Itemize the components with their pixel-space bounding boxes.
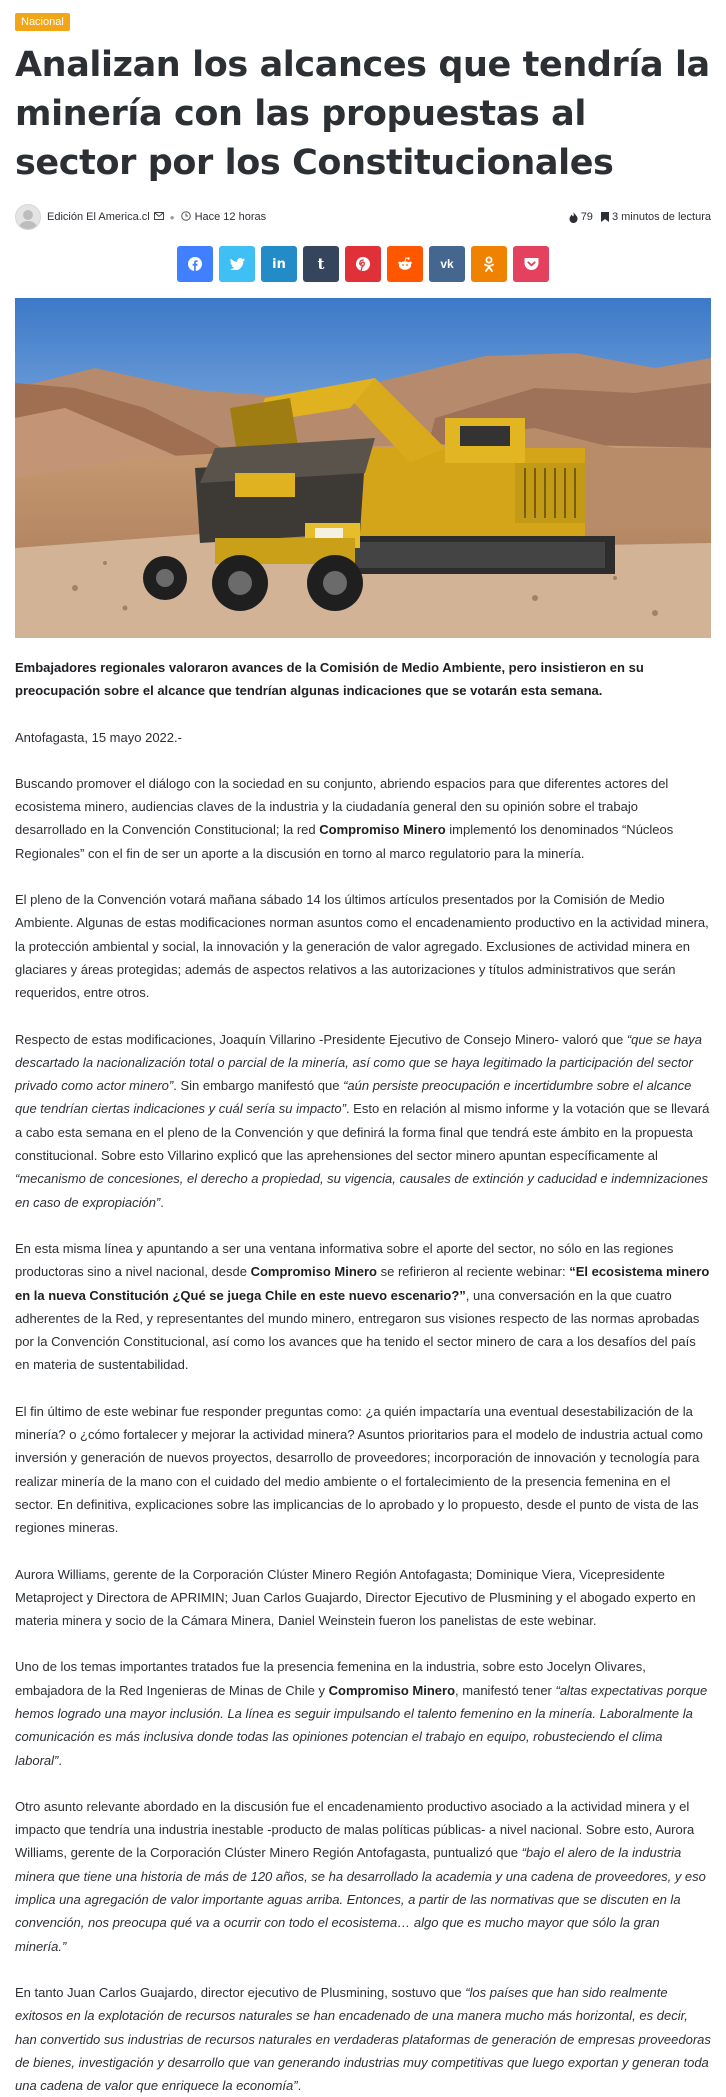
compromiso-minero-link[interactable]: Compromiso Minero — [328, 1682, 456, 1698]
article-body — [15, 656, 711, 2097]
meta-separator: ● — [169, 212, 175, 222]
vk-icon: vk — [440, 257, 454, 271]
quote: “altas expectativas porque hemos logrado una mayor inclusión. La línea es seguir impulsando el talento femenino en la minería. Laboralmente la comunicación es más inclusiva donde todas las opiniones potencian el trabajo en equipo, robusteciendo el clima laboral” — [15, 1682, 708, 1768]
quote: “que se haya descartado la nacionalización total o parcial de la minería, así como que se haya legitimado la participación del sector privado como actor minero” — [15, 1031, 702, 1094]
views-stat — [569, 211, 593, 223]
quote: “mecanismo de concesiones, el derecho a propiedad, su vigencia, causales de extinción y caducidad e indemnizaciones en caso de expropiación” — [15, 1171, 709, 1210]
hero-image-mining-excavator[interactable] — [15, 298, 711, 638]
category-badge[interactable]: Nacional — [15, 13, 70, 31]
linkedin-share-button[interactable] — [261, 246, 297, 282]
quote: “bajo el alero de la industria minera que tiene una historia de más de 120 años, se ha desarrollado la academia y una cadena de proveedores, y eso implica una agregación de valor importante aguas arriba. Entonces, a partir de las normativas que se discuten en la convención, nos preocupa qué va a ocurrir con todo el ecosistema… algo que es mucho mayor que sólo la gran minería.” — [15, 1845, 706, 1954]
author-name[interactable]: Edición El America.cl — [47, 211, 150, 223]
tumblr-share-button[interactable] — [303, 246, 339, 282]
post-time: Hace 12 horas — [194, 211, 267, 223]
linkedin-icon: in — [272, 256, 286, 272]
article-paragraph: Otro asunto relevante abordado en la discusión fue el encadenamiento productivo asociado a la actividad minera y el impacto que tendría una industria inestable -producto de malas políticas públicas- a nivel nacional. Sobre esto, Aurora Williams, gerente de la Corporación Clúster Minero Región Antofagasta, puntualizó que “bajo el alero de la industria minera que tiene una historia de más de 120 años, se ha desarrollado la academia y una cadena de proveedores, y eso implica una agregación de valor importante aguas arriba. Entonces, a partir de las normativas que se discuten en la convención, nos preocupa qué va a ocurrir con todo el ecosistema… algo que es mucho mayor que sólo la gran minería.” — [15, 1798, 706, 1954]
article-paragraph: Respecto de estas modificaciones, Joaquín Villarino -Presidente Ejecutivo de Consejo Minero- valoró que “que se haya descartado la nacionalización total o parcial de la minería, así como que se haya legitimado la participación del sector privado como actor minero”. Sin embargo manifestó que “aún persiste preocupación e incertidumbre sobre el alcance que tendrían ciertas indicaciones y cuál sería su impacto”. Esto en relación al mismo informe y la votación que se llevará a cabo esta semana en el pleno de la Convención y que definirá la forma final que tendrá este ámbito en la propuesta constitucional. Sobre esto Villarino explicó que las aprehensiones del sector minero apuntan específicamente al “mecanismo de concesiones, el derecho a propiedad, su vigencia, causales de extinción y caducidad e indemnizaciones en caso de expropiación”. — [15, 1031, 710, 1210]
tumblr-icon: t — [317, 255, 325, 273]
article-dateline: Antofagasta, 15 mayo 2022.- — [15, 729, 182, 745]
twitter-icon — [230, 258, 245, 270]
quote: “los países que han sido realmente exitosos en la explotación de recursos naturales se han encadenado de una manera mucho más horizontal, es decir, han convertido sus industrias de recursos naturales en verdaderas plataformas de generación de empresas proveedoras de bienes, investigación y desarrollo que van generando industrias muy competitivas que luego exportan y generan toda una cadena de valor que enriquece la economía” — [15, 1984, 711, 2094]
twitter-share-button[interactable] — [219, 246, 255, 282]
pocket-share-button[interactable] — [513, 246, 549, 282]
article-paragraph: Buscando promover el diálogo con la sociedad en su conjunto, abriendo espacios para que diferentes actores del ecosistema minero, audiencias claves de la industria y la ciudadanía general den su opinión sobre el trabajo desarrollado en la Convención Constitucional; la red Compromiso Minero implementó los denominados “Núcleos Regionales” con el fin de ser un aporte a la discusión en torno al marco regulatorio para la minería. — [15, 775, 674, 861]
views-count: 79 — [580, 211, 593, 223]
bookmark-icon — [601, 212, 609, 222]
user-icon — [17, 207, 39, 229]
article-paragraph: En esta misma línea y apuntando a ser una ventana informativa sobre el aporte del sector, no sólo en las regiones productoras sino a nivel nacional, desde Compromiso Minero se refirieron al reciente webinar: “El ecosistema minero en la nueva Constitución ¿Qué se juega Chile en este nuevo escenario?”, una conversación en la que cuatro adherentes de la Red, y representantes del mundo minero, entregaron sus visiones respecto de las normas aprobadas por la Convención Constitucional, así como los avances que ha tenido el sector minero de cara a los desafíos del país en materia de sustentabilidad. — [15, 1240, 710, 1373]
article-paragraph: El fin último de este webinar fue responder preguntas como: ¿a quién impactaría una eventual desestabilización de la minería? o ¿cómo fortalecer y mejorar la actividad minera? Asuntos prioritarios para el modelo de industria actual como inversión y generación de nuevos proyectos, desarrollo de proveedores; incorporación de innovación y tecnología para realizar minería de la mano con el cuidado del medio ambiente o el fortalecimiento de la presencia femenina en el sector. En definitiva, explicaciones sobre las implicancias de lo aprobado y lo propuesto, desde el punto de vista de las regiones mineras. — [15, 1403, 703, 1536]
facebook-share-button[interactable] — [177, 246, 213, 282]
vk-share-button[interactable] — [429, 246, 465, 282]
author-avatar[interactable] — [15, 204, 41, 230]
article-paragraph: El pleno de la Convención votará mañana sábado 14 los últimos artículos presentados por la Comisión de Medio Ambiente. Algunas de estas modificaciones norman asuntos como el encadenamiento productivo en la actividad minera, la protección ambiental y social, la innovación y la generación de valor agregado. Exclusiones de actividad minera en glaciares y áreas protegidas; además de aspectos relativos a las autorizaciones y títulos administrativos que serán requeridos, entre otros. — [15, 892, 709, 1001]
compromiso-minero-link[interactable]: Compromiso Minero — [319, 822, 446, 838]
article-lead: Embajadores regionales valoraron avances de la Comisión de Medio Ambiente, pero insistieron en su preocupación sobre el alcance que tendrían algunas indicaciones que se votarán esta semana. — [15, 660, 644, 699]
reddit-icon — [397, 257, 413, 271]
fire-icon — [569, 212, 578, 223]
odnoklassniki-icon — [483, 256, 495, 272]
article-paragraph: En tanto Juan Carlos Guajardo, director ejecutivo de Plusmining, sostuvo que “los países que han sido realmente exitosos en la explotación de recursos naturales se han encadenado de una manera mucho más horizontal, es decir, han convertido sus industrias de recursos naturales en verdaderas plataformas de generación de empresas proveedoras de bienes, investigación y desarrollo que van generando industrias muy competitivas que luego exportan y generan toda una cadena de valor que enriquece la economía”. — [15, 1984, 711, 2094]
article-title: Analizan los alcances que tendría la minería con las propuestas al sector por los Constitucionales — [15, 45, 710, 183]
webinar-title: “El ecosistema minero en la nueva Constitución ¿Qué se juega Chile en este nuevo escenario?” — [15, 1264, 710, 1303]
read-time: 3 minutos de lectura — [611, 211, 711, 223]
quote: “aún persiste preocupación e incertidumbre sobre el alcance que tendrían ciertas indicaciones y cuál sería su impacto” — [15, 1078, 692, 1117]
article-paragraph: Uno de los temas importantes tratados fue la presencia femenina en la industria, sobre esto Jocelyn Olivares, embajadora de la Red Ingenieras de Minas de Chile y Compromiso Minero, manifestó tener “altas expectativas porque hemos logrado una mayor inclusión. La línea es seguir impulsando el talento femenino en la minería. Laboralmente la comunicación es más inclusiva donde todas las opiniones potencian el trabajo en equipo, robusteciendo el clima laboral”. — [15, 1659, 708, 1768]
read-time-stat — [601, 211, 711, 223]
pinterest-icon — [356, 257, 370, 271]
share-buttons — [15, 246, 711, 282]
odnoklassniki-share-button[interactable] — [471, 246, 507, 282]
facebook-icon — [188, 257, 202, 271]
pinterest-share-button[interactable] — [345, 246, 381, 282]
article-paragraph: Aurora Williams, gerente de la Corporación Clúster Minero Región Antofagasta; Dominique Viera, Vicepresidente Metaproject y Directora de APRIMIN; Juan Carlos Guajardo, Director Ejecutivo de Plusmining y el abogado experto en materia minera y socio de la Cámara Minera, Daniel Weinstein fueron los panelistas de este webinar. — [15, 1566, 696, 1629]
pocket-icon — [524, 257, 539, 271]
compromiso-minero-link[interactable]: Compromiso Minero — [250, 1264, 377, 1280]
reddit-share-button[interactable] — [387, 246, 423, 282]
clock-icon — [181, 211, 191, 224]
author-email-icon[interactable] — [154, 211, 164, 223]
post-meta — [15, 202, 711, 232]
